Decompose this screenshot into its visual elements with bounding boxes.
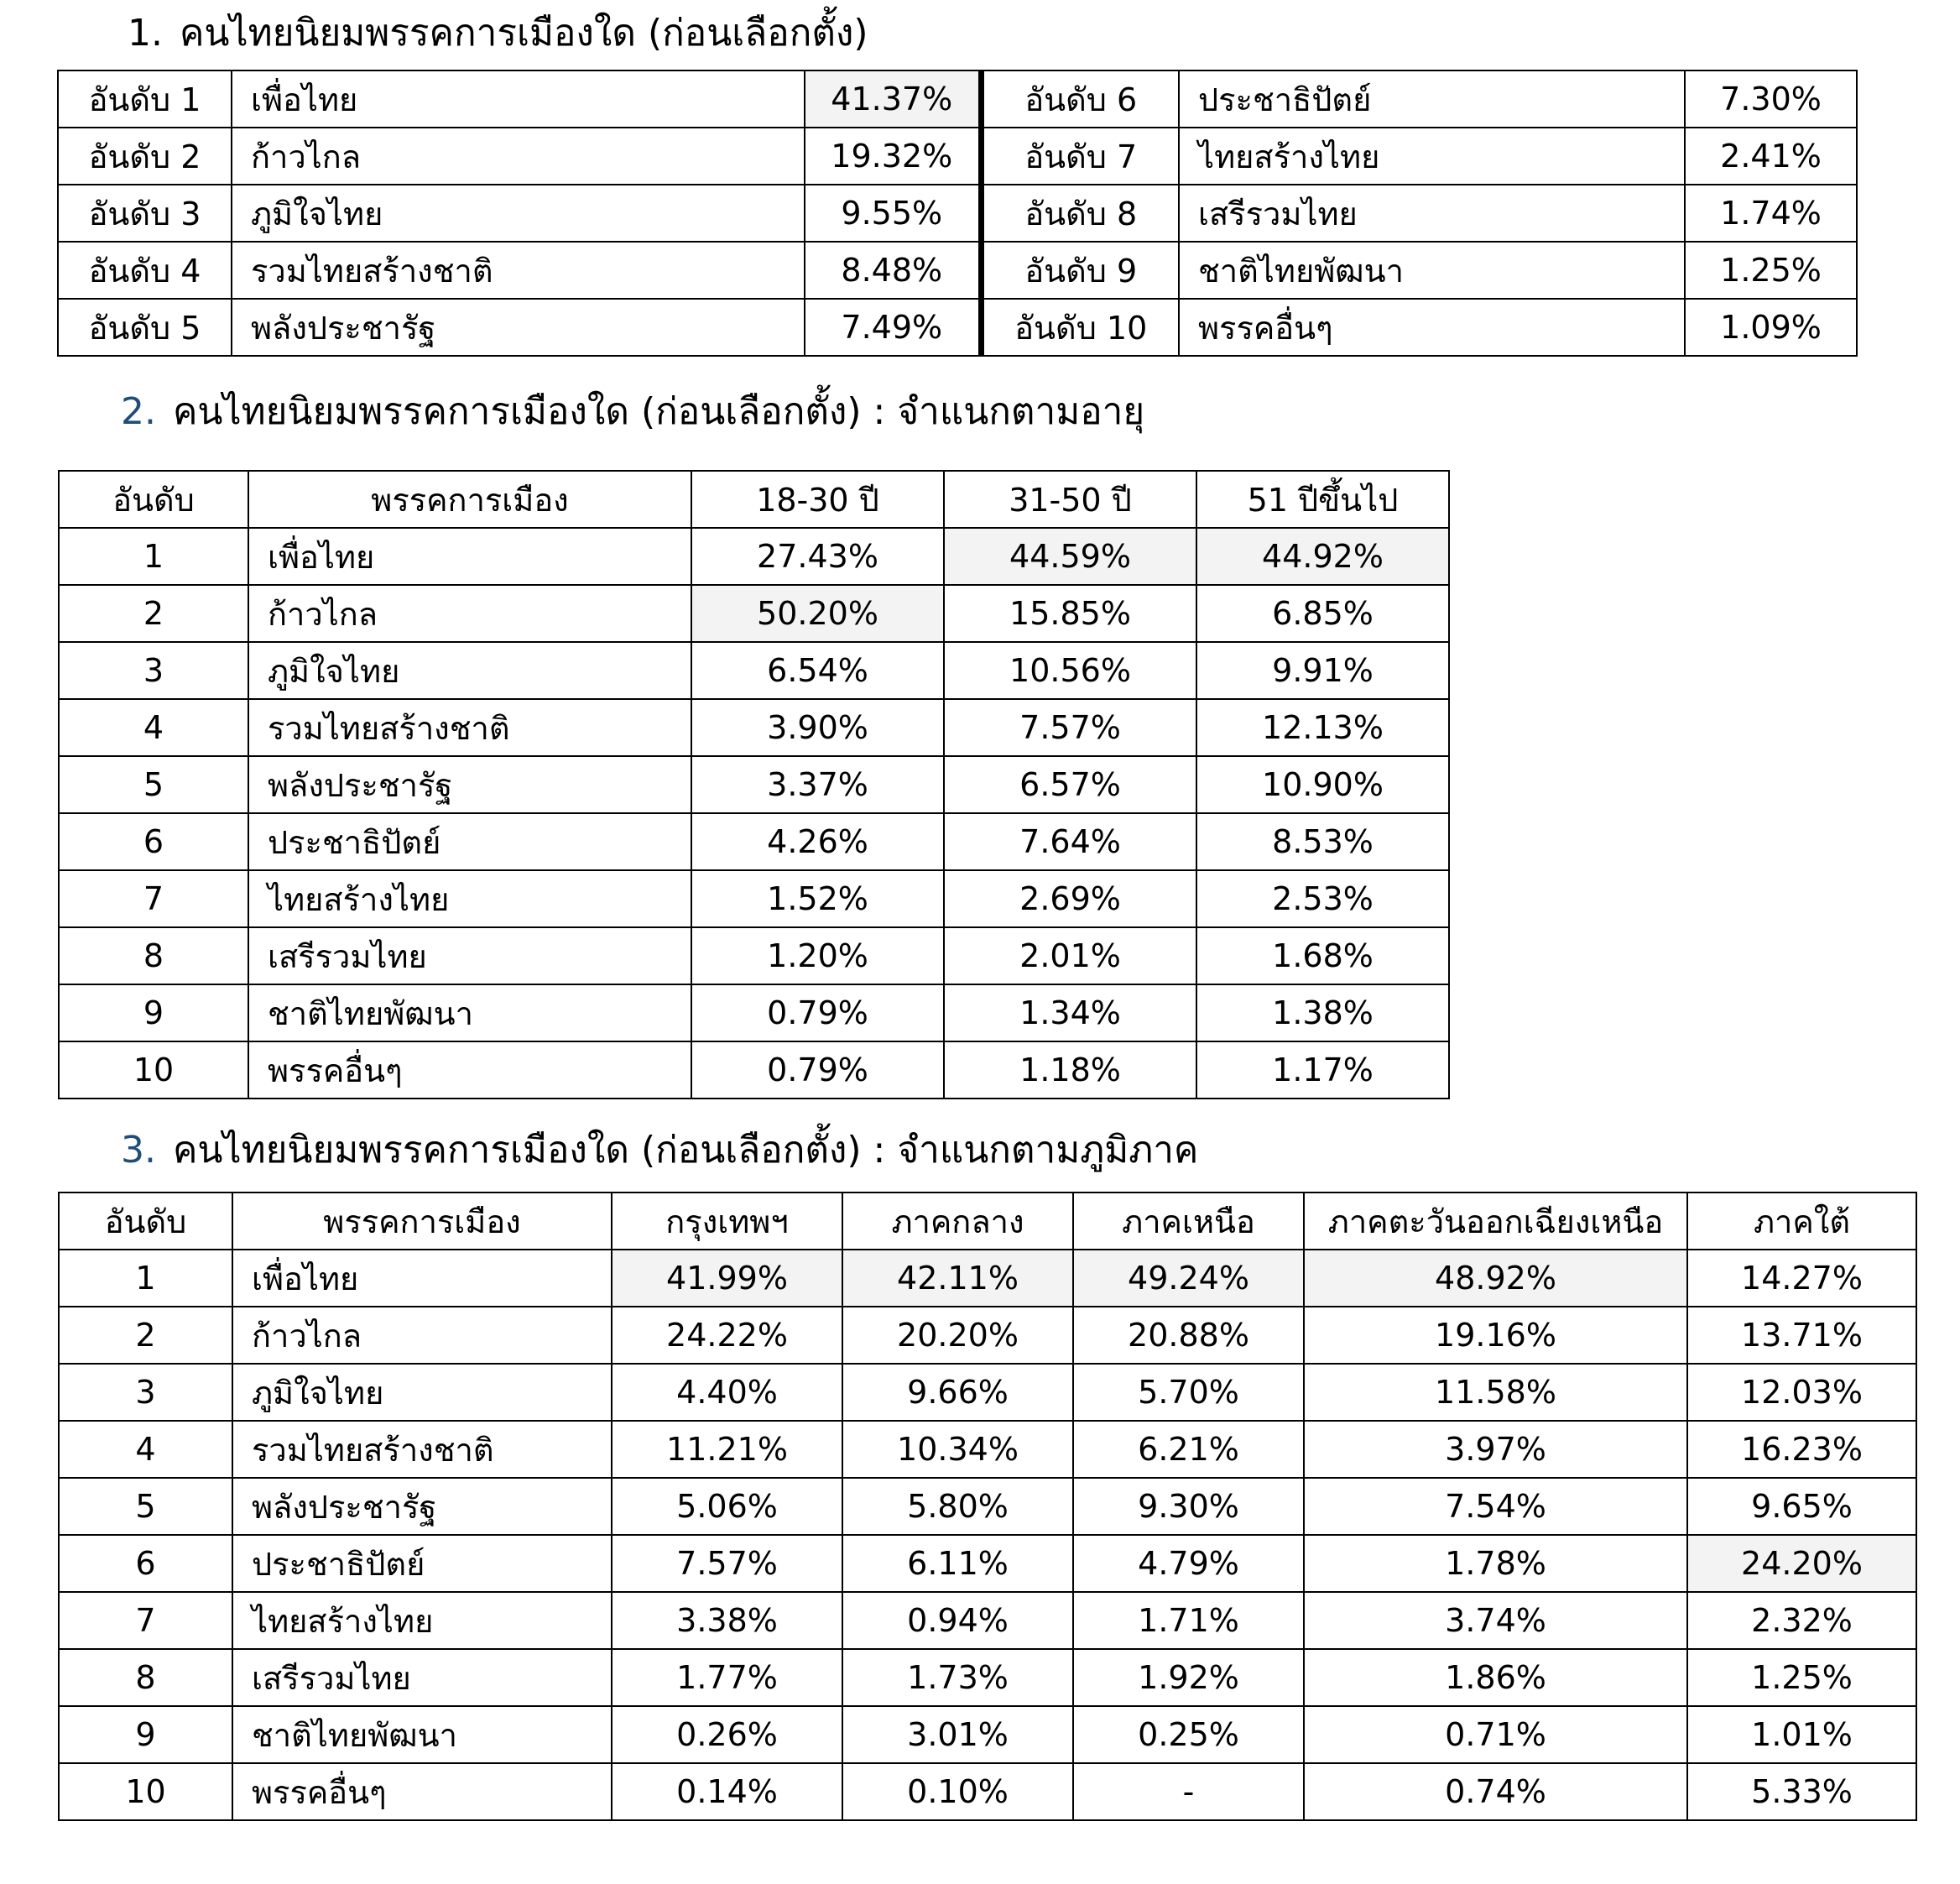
rank-cell: 6 xyxy=(59,813,248,870)
percent-cell: 7.30% xyxy=(1685,70,1857,128)
percent-cell: 6.57% xyxy=(944,756,1196,813)
party-cell: ประชาธิปัตย์ xyxy=(1179,70,1685,128)
table-row xyxy=(59,1421,1916,1478)
percent-cell: 24.20% xyxy=(1687,1535,1916,1592)
table-row xyxy=(59,1478,1916,1535)
party-cell: ไทยสร้างไทย xyxy=(232,1592,612,1649)
table-by-age xyxy=(58,470,1450,1099)
percent-cell: 3.74% xyxy=(1304,1592,1687,1649)
table-row xyxy=(59,813,1449,870)
percent-cell: 8.48% xyxy=(805,242,981,299)
column-header: อันดับ xyxy=(59,1193,232,1250)
table-row xyxy=(59,528,1449,585)
table-row xyxy=(59,927,1449,984)
rank-cell: อันดับ 9 xyxy=(981,242,1179,299)
table-row xyxy=(59,1706,1916,1763)
party-cell: รวมไทยสร้างชาติ xyxy=(232,1421,612,1478)
column-header: กรุงเทพฯ xyxy=(612,1193,842,1250)
table-row xyxy=(59,1649,1916,1706)
percent-cell: 15.85% xyxy=(944,585,1196,642)
table-header-row xyxy=(59,471,1449,528)
column-header: 31-50 ปี xyxy=(944,471,1196,528)
percent-cell: 6.11% xyxy=(842,1535,1073,1592)
percent-cell: 0.26% xyxy=(612,1706,842,1763)
percent-cell: 1.77% xyxy=(612,1649,842,1706)
percent-cell: 7.64% xyxy=(944,813,1196,870)
rank-cell: 6 xyxy=(59,1535,232,1592)
rank-cell: 1 xyxy=(59,1250,232,1307)
party-cell: เสรีรวมไทย xyxy=(1179,185,1685,242)
table-row xyxy=(59,1250,1916,1307)
percent-cell: 2.53% xyxy=(1196,870,1449,927)
table-row xyxy=(58,128,1857,185)
rank-cell: 7 xyxy=(59,1592,232,1649)
rank-cell: 10 xyxy=(59,1763,232,1820)
percent-cell: 11.21% xyxy=(612,1421,842,1478)
party-cell: พรรคอื่นๆ xyxy=(232,1763,612,1820)
party-cell: เสรีรวมไทย xyxy=(232,1649,612,1706)
party-cell: พลังประชารัฐ xyxy=(232,299,805,356)
section2-heading xyxy=(121,390,1144,434)
party-cell: รวมไทยสร้างชาติ xyxy=(232,242,805,299)
percent-cell: 2.69% xyxy=(944,870,1196,927)
rank-cell: 1 xyxy=(59,528,248,585)
column-header: 18-30 ปี xyxy=(691,471,944,528)
section3-title: คนไทยนิยมพรรคการเมืองใด (ก่อนเลือกตั้ง) : จำแนกตามภูมิภาค xyxy=(172,1129,1199,1172)
party-cell: ก้าวไกล xyxy=(232,1307,612,1364)
percent-cell: 0.14% xyxy=(612,1763,842,1820)
party-cell: ไทยสร้างไทย xyxy=(248,870,691,927)
percent-cell: 10.90% xyxy=(1196,756,1449,813)
percent-cell: 1.20% xyxy=(691,927,944,984)
percent-cell: 6.54% xyxy=(691,642,944,699)
table-row xyxy=(59,642,1449,699)
percent-cell: 7.57% xyxy=(944,699,1196,756)
section1-number: 1. xyxy=(128,12,163,55)
rank-cell: 8 xyxy=(59,927,248,984)
table-row xyxy=(59,1041,1449,1099)
percent-cell: 5.06% xyxy=(612,1478,842,1535)
percent-cell: 1.71% xyxy=(1073,1592,1304,1649)
column-header: ภาคกลาง xyxy=(842,1193,1073,1250)
percent-cell: 0.10% xyxy=(842,1763,1073,1820)
party-cell: เสรีรวมไทย xyxy=(248,927,691,984)
rank-cell: 9 xyxy=(59,1706,232,1763)
percent-cell: 14.27% xyxy=(1687,1250,1916,1307)
percent-cell: 1.52% xyxy=(691,870,944,927)
percent-cell: 20.88% xyxy=(1073,1307,1304,1364)
percent-cell: 42.11% xyxy=(842,1250,1073,1307)
party-cell: ก้าวไกล xyxy=(232,128,805,185)
table-row xyxy=(59,1763,1916,1820)
percent-cell: 1.34% xyxy=(944,984,1196,1041)
percent-cell: 1.78% xyxy=(1304,1535,1687,1592)
percent-cell: 4.40% xyxy=(612,1364,842,1421)
percent-cell: 2.01% xyxy=(944,927,1196,984)
percent-cell: 7.54% xyxy=(1304,1478,1687,1535)
rank-cell: 3 xyxy=(59,1364,232,1421)
section3-number: 3. xyxy=(121,1129,156,1172)
percent-cell: 24.22% xyxy=(612,1307,842,1364)
rank-cell: อันดับ 7 xyxy=(981,128,1179,185)
percent-cell: 1.92% xyxy=(1073,1649,1304,1706)
percent-cell: 41.37% xyxy=(805,70,981,128)
party-cell: พลังประชารัฐ xyxy=(248,756,691,813)
percent-cell: 1.74% xyxy=(1685,185,1857,242)
percent-cell: 13.71% xyxy=(1687,1307,1916,1364)
percent-cell: 6.21% xyxy=(1073,1421,1304,1478)
party-cell: ก้าวไกล xyxy=(248,585,691,642)
percent-cell: 19.16% xyxy=(1304,1307,1687,1364)
table-header-row xyxy=(59,1193,1916,1250)
section3-heading xyxy=(121,1129,1198,1172)
percent-cell: 44.59% xyxy=(944,528,1196,585)
rank-cell: อันดับ 6 xyxy=(981,70,1179,128)
table-row xyxy=(59,699,1449,756)
percent-cell: 1.01% xyxy=(1687,1706,1916,1763)
percent-cell: 1.73% xyxy=(842,1649,1073,1706)
percent-cell: 44.92% xyxy=(1196,528,1449,585)
section1-heading xyxy=(128,12,868,55)
column-header: อันดับ xyxy=(59,471,248,528)
table-row xyxy=(58,185,1857,242)
percent-cell: 1.86% xyxy=(1304,1649,1687,1706)
percent-cell: 49.24% xyxy=(1073,1250,1304,1307)
percent-cell: 1.25% xyxy=(1687,1649,1916,1706)
rank-cell: 2 xyxy=(59,585,248,642)
rank-cell: 2 xyxy=(59,1307,232,1364)
rank-cell: 7 xyxy=(59,870,248,927)
percent-cell: 4.26% xyxy=(691,813,944,870)
table-row xyxy=(59,756,1449,813)
party-cell: ภูมิใจไทย xyxy=(248,642,691,699)
percent-cell: 3.97% xyxy=(1304,1421,1687,1478)
table-row xyxy=(58,242,1857,299)
column-header: ภาคใต้ xyxy=(1687,1193,1916,1250)
column-header: พรรคการเมือง xyxy=(248,471,691,528)
percent-cell: 41.99% xyxy=(612,1250,842,1307)
percent-cell: 9.91% xyxy=(1196,642,1449,699)
percent-cell: 9.55% xyxy=(805,185,981,242)
percent-cell: 0.79% xyxy=(691,984,944,1041)
rank-cell: 8 xyxy=(59,1649,232,1706)
percent-cell: 0.25% xyxy=(1073,1706,1304,1763)
rank-cell: อันดับ 2 xyxy=(58,128,232,185)
party-cell: ชาติไทยพัฒนา xyxy=(248,984,691,1041)
table-row xyxy=(58,299,1857,356)
party-cell: รวมไทยสร้างชาติ xyxy=(248,699,691,756)
column-header: 51 ปีขึ้นไป xyxy=(1196,471,1449,528)
percent-cell: 9.30% xyxy=(1073,1478,1304,1535)
party-cell: ภูมิใจไทย xyxy=(232,1364,612,1421)
rank-cell: อันดับ 4 xyxy=(58,242,232,299)
percent-cell: 6.85% xyxy=(1196,585,1449,642)
percent-cell: 7.57% xyxy=(612,1535,842,1592)
percent-cell: 19.32% xyxy=(805,128,981,185)
percent-cell: 50.20% xyxy=(691,585,944,642)
rank-cell: 4 xyxy=(59,1421,232,1478)
percent-cell: 27.43% xyxy=(691,528,944,585)
percent-cell: 3.38% xyxy=(612,1592,842,1649)
percent-cell: 2.32% xyxy=(1687,1592,1916,1649)
table-row xyxy=(59,1307,1916,1364)
percent-cell: - xyxy=(1073,1763,1304,1820)
rank-cell: 5 xyxy=(59,756,248,813)
table-by-region xyxy=(58,1192,1917,1821)
percent-cell: 0.74% xyxy=(1304,1763,1687,1820)
percent-cell: 12.03% xyxy=(1687,1364,1916,1421)
rank-cell: 10 xyxy=(59,1041,248,1099)
table-row xyxy=(59,585,1449,642)
rank-cell: 5 xyxy=(59,1478,232,1535)
percent-cell: 1.18% xyxy=(944,1041,1196,1099)
percent-cell: 5.33% xyxy=(1687,1763,1916,1820)
percent-cell: 2.41% xyxy=(1685,128,1857,185)
table-overall-ranking xyxy=(57,70,1858,357)
percent-cell: 10.34% xyxy=(842,1421,1073,1478)
percent-cell: 10.56% xyxy=(944,642,1196,699)
percent-cell: 5.80% xyxy=(842,1478,1073,1535)
percent-cell: 16.23% xyxy=(1687,1421,1916,1478)
percent-cell: 3.90% xyxy=(691,699,944,756)
percent-cell: 1.38% xyxy=(1196,984,1449,1041)
column-header: ภาคตะวันออกเฉียงเหนือ xyxy=(1304,1193,1687,1250)
column-header: พรรคการเมือง xyxy=(232,1193,612,1250)
percent-cell: 1.68% xyxy=(1196,927,1449,984)
party-cell: ภูมิใจไทย xyxy=(232,185,805,242)
table-row xyxy=(59,984,1449,1041)
table-row xyxy=(59,1592,1916,1649)
percent-cell: 0.94% xyxy=(842,1592,1073,1649)
percent-cell: 9.66% xyxy=(842,1364,1073,1421)
party-cell: ไทยสร้างไทย xyxy=(1179,128,1685,185)
percent-cell: 4.79% xyxy=(1073,1535,1304,1592)
percent-cell: 1.17% xyxy=(1196,1041,1449,1099)
party-cell: เพื่อไทย xyxy=(232,70,805,128)
percent-cell: 20.20% xyxy=(842,1307,1073,1364)
percent-cell: 9.65% xyxy=(1687,1478,1916,1535)
rank-cell: อันดับ 10 xyxy=(981,299,1179,356)
table-row xyxy=(59,1535,1916,1592)
party-cell: ชาติไทยพัฒนา xyxy=(1179,242,1685,299)
party-cell: เพื่อไทย xyxy=(232,1250,612,1307)
percent-cell: 7.49% xyxy=(805,299,981,356)
section2-title: คนไทยนิยมพรรคการเมืองใด (ก่อนเลือกตั้ง) : จำแนกตามอายุ xyxy=(172,390,1145,433)
party-cell: พรรคอื่นๆ xyxy=(248,1041,691,1099)
percent-cell: 3.01% xyxy=(842,1706,1073,1763)
percent-cell: 48.92% xyxy=(1304,1250,1687,1307)
percent-cell: 1.25% xyxy=(1685,242,1857,299)
party-cell: พรรคอื่นๆ xyxy=(1179,299,1685,356)
percent-cell: 8.53% xyxy=(1196,813,1449,870)
percent-cell: 0.71% xyxy=(1304,1706,1687,1763)
table-row xyxy=(58,70,1857,128)
party-cell: พลังประชารัฐ xyxy=(232,1478,612,1535)
party-cell: ประชาธิปัตย์ xyxy=(248,813,691,870)
rank-cell: อันดับ 5 xyxy=(58,299,232,356)
section2-number: 2. xyxy=(121,390,156,433)
rank-cell: อันดับ 3 xyxy=(58,185,232,242)
column-header: ภาคเหนือ xyxy=(1073,1193,1304,1250)
party-cell: เพื่อไทย xyxy=(248,528,691,585)
percent-cell: 1.09% xyxy=(1685,299,1857,356)
rank-cell: อันดับ 8 xyxy=(981,185,1179,242)
percent-cell: 0.79% xyxy=(691,1041,944,1099)
party-cell: ชาติไทยพัฒนา xyxy=(232,1706,612,1763)
section1-title: คนไทยนิยมพรรคการเมืองใด (ก่อนเลือกตั้ง) xyxy=(179,12,868,55)
percent-cell: 11.58% xyxy=(1304,1364,1687,1421)
rank-cell: อันดับ 1 xyxy=(58,70,232,128)
rank-cell: 3 xyxy=(59,642,248,699)
rank-cell: 9 xyxy=(59,984,248,1041)
percent-cell: 3.37% xyxy=(691,756,944,813)
table-row xyxy=(59,1364,1916,1421)
table-row xyxy=(59,870,1449,927)
percent-cell: 5.70% xyxy=(1073,1364,1304,1421)
rank-cell: 4 xyxy=(59,699,248,756)
percent-cell: 12.13% xyxy=(1196,699,1449,756)
party-cell: ประชาธิปัตย์ xyxy=(232,1535,612,1592)
